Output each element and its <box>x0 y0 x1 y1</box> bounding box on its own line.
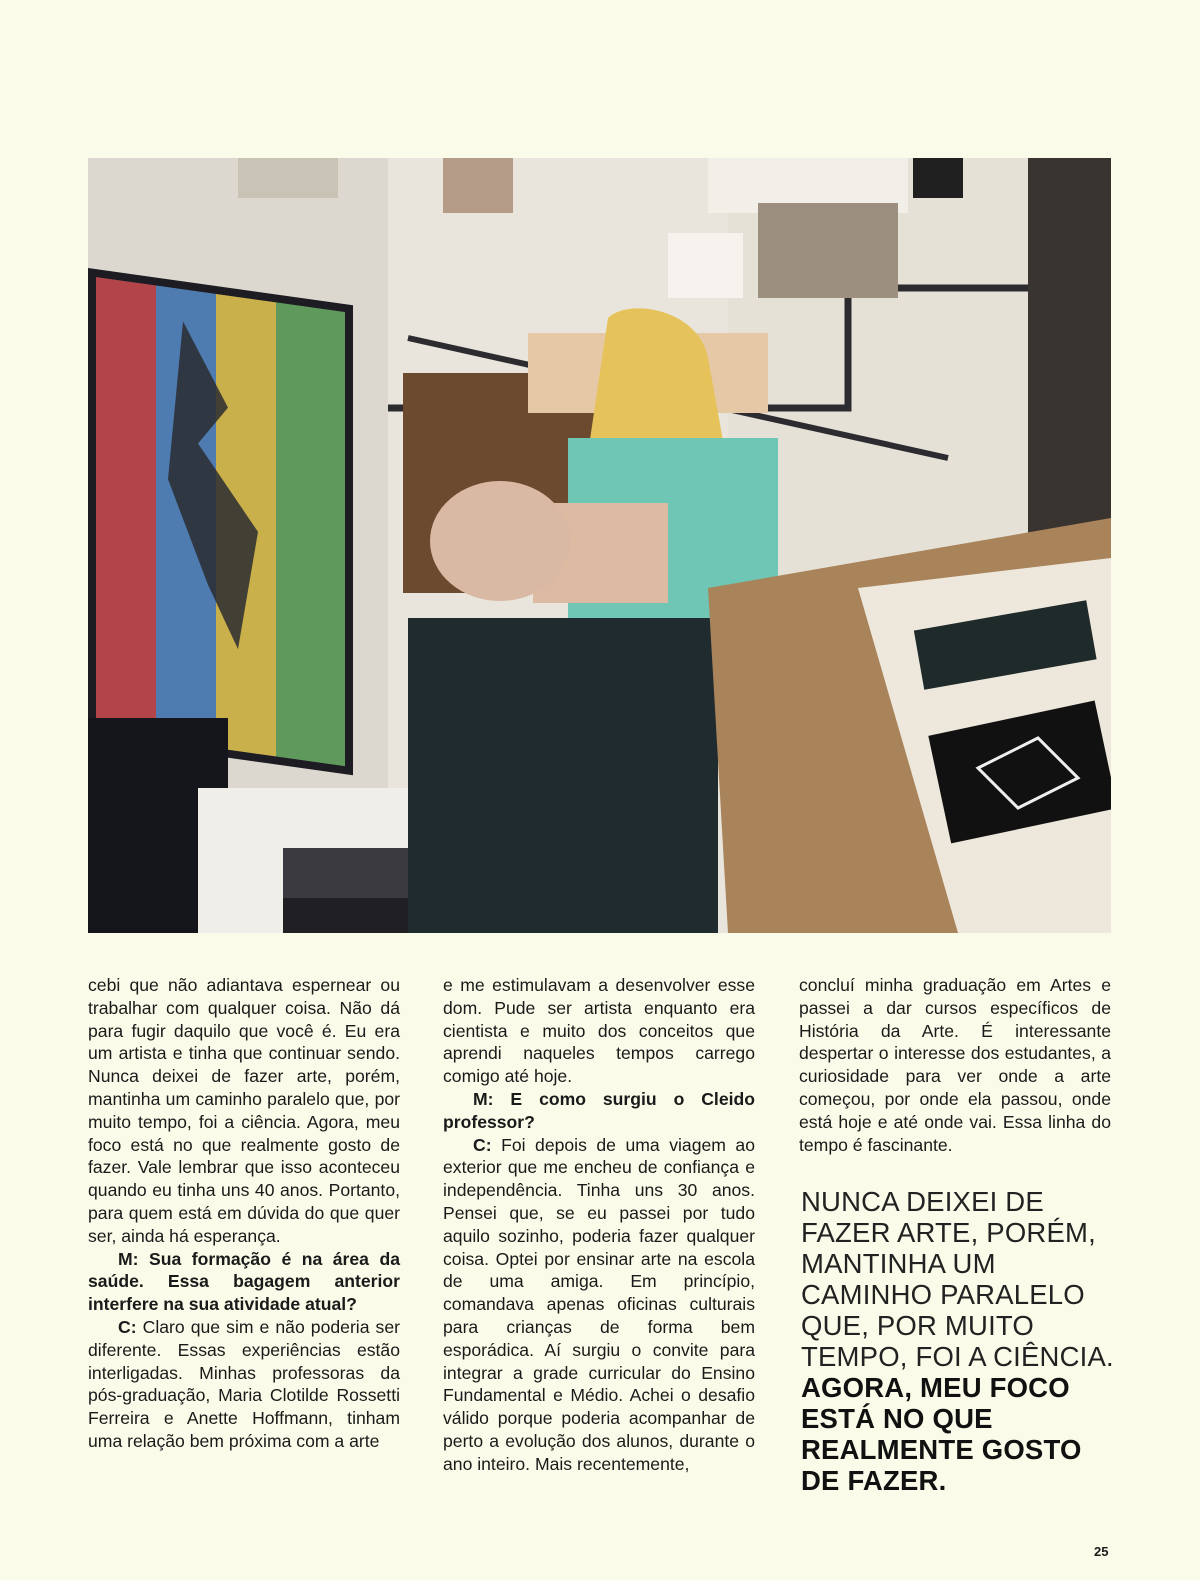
article-column-3 <box>799 974 1111 1156</box>
column-2-intro: e me estimulavam a desenvolver esse dom. Pude ser artista enquanto era cientista e muito dos conceitos que aprendi naqueles tempos carrego comigo até hoje. <box>443 975 755 1087</box>
column-1-intro: cebi que não adiantava espernear ou trabalhar com qualquer coisa. Não dá para fugir daquilo que você é. Eu era um artista e tinha que continuar sendo. Nunca deixei de fazer arte, porém, mantinha um caminho paralelo que, por muito tempo, foi a ciência. Agora, meu foco está no que realmente gosto de fazer. Vale lembrar que isso aconteceu quando eu tinha uns 40 anos. Portanto, para quem está em dúvida do que quer ser, ainda há esperança. <box>88 975 400 1246</box>
answer-prefix: C: <box>473 1134 492 1155</box>
answer-text: Claro que sim e não poderia ser diferente. Essas experiências estão interligadas. Minhas professoras da pós-graduação, Maria Clotilde Rossetti Ferreira e Anette Hoffmann, tinham uma relação bem próxima com a arte <box>88 1316 400 1451</box>
interview-answer-1 <box>88 1316 400 1453</box>
pull-quote-light: NUNCA DEIXEI DE FAZER ARTE, PORÉM, MANTINHA UM CAMINHO PARALELO QUE, POR MUITO TEMPO, FOI A CIÊNCIA. <box>801 1186 1114 1372</box>
interview-question-1: M: Sua formação é na área da saúde. Essa bagagem anterior interfere na sua atividade atual? <box>88 1248 400 1315</box>
pull-quote <box>801 1186 1121 1496</box>
answer-prefix: C: <box>118 1316 137 1337</box>
interview-answer-2 <box>443 1134 755 1476</box>
article-column-2 <box>443 974 755 1476</box>
article-column-1 <box>88 974 400 1453</box>
article-photo <box>88 158 1111 933</box>
answer-text: Foi depois de uma viagem ao exterior que me encheu de confiança e independência. Tinha uns 30 anos. Pensei que, se eu passei por tudo aquilo sozinho, poderia fazer qualquer coisa. Optei por ensinar arte na escola de uma amiga. Em princípio, comandava apenas oficinas culturais para crianças de forma bem esporádica. Aí surgiu o convite para integrar a grade curricular do Ensino Fundamental e Médio. Achei o desafio válido porque poderia acompanhar de perto a evolução dos alunos, durante o ano inteiro. Mais recentemente, <box>443 1134 755 1474</box>
column-3-intro: concluí minha graduação em Artes e passei a dar cursos específicos de História da Arte. É interessante despertar o interesse dos estudantes, a curiosidade para ver onde a arte começou, por onde ela passou, onde está hoje e até onde vai. Essa linha do tempo é fascinante. <box>799 975 1111 1155</box>
interview-question-2: M: E como surgiu o Cleido professor? <box>443 1088 755 1132</box>
photo-artist-studio-icon <box>88 158 1111 933</box>
page-number: 25 <box>1094 1544 1109 1559</box>
pull-quote-bold: AGORA, MEU FOCO ESTÁ NO QUE REALMENTE GOSTO DE FAZER. <box>801 1372 1082 1496</box>
